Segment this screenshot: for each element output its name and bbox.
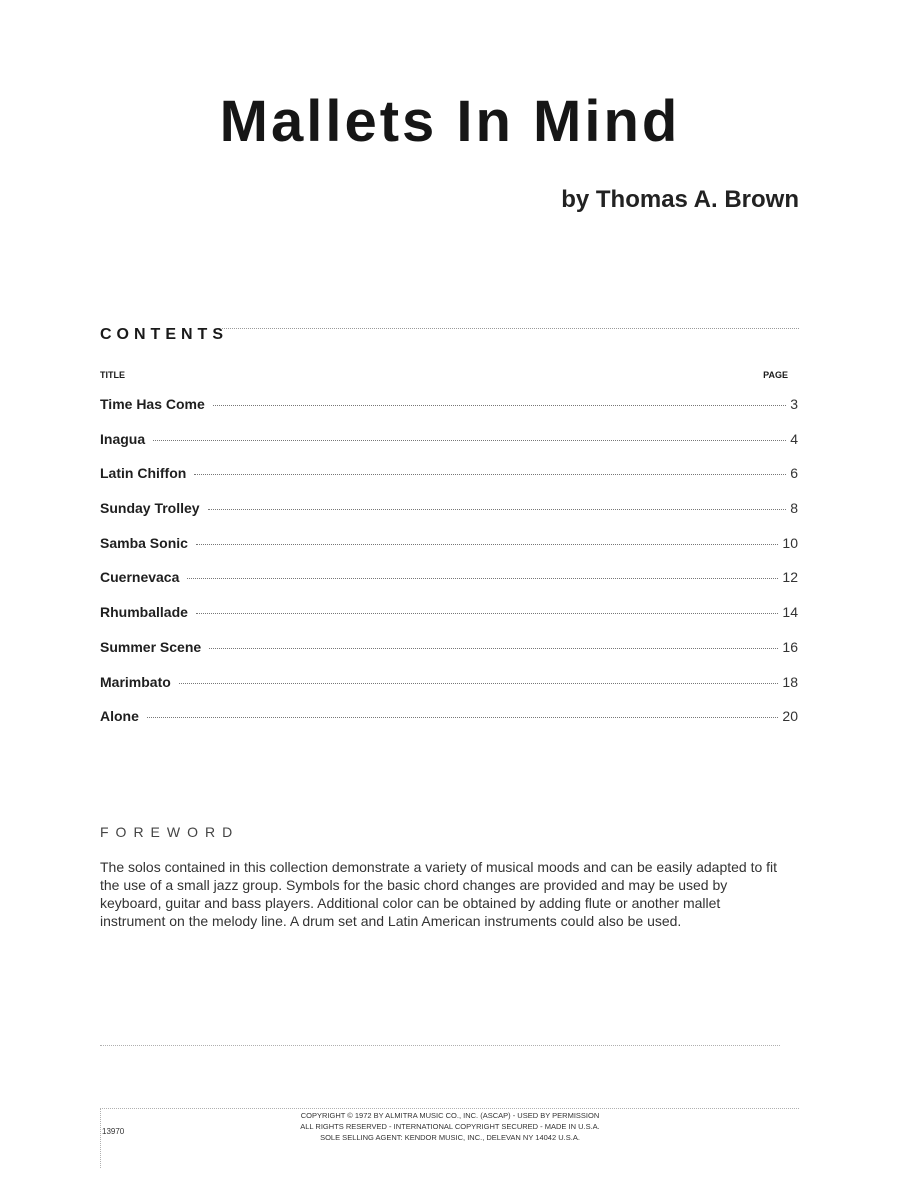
toc-entry-title: Latin Chiffon	[100, 465, 187, 482]
toc-leader-dots	[187, 578, 778, 579]
toc-entry-title: Time Has Come	[100, 396, 205, 412]
toc-entry-page: 3	[790, 396, 798, 412]
toc-entry	[100, 569, 798, 604]
footer-side-rule	[100, 1108, 101, 1168]
foreword-text: The solos contained in this collection demonstrate a variety of musical moods and can be easily adapted to fit the use of a small jazz group. Symbols for the basic chord changes are provided and may be used by keyboard, guitar and bass players. Additional color can be obtained by adding flute or another mallet instrument on the melody line. A drum set and Latin American instruments could also be used.	[100, 859, 778, 929]
contents-heading: CONTENTS	[100, 326, 228, 343]
toc-column-title: TITLE	[100, 370, 125, 380]
catalog-number: 13970	[102, 1127, 125, 1136]
footer-top-rule	[100, 1108, 799, 1109]
toc-entry-page: 14	[782, 604, 798, 621]
toc-leader-dots	[147, 717, 779, 718]
toc-entry	[100, 639, 798, 674]
toc-entry-page: 6	[790, 465, 798, 482]
table-of-contents	[100, 396, 798, 743]
toc-entry-page: 10	[782, 534, 798, 551]
copyright-line: SOLE SELLING AGENT: KENDOR MUSIC, INC., DELEVAN NY 14042 U.S.A.	[320, 1133, 580, 1142]
toc-leader-dots	[196, 613, 779, 614]
toc-entry	[100, 604, 798, 639]
toc-entry-title: Alone	[100, 708, 139, 725]
toc-leader-dots	[194, 474, 786, 475]
toc-entry-title: Rhumballade	[100, 604, 188, 621]
toc-column-page: PAGE	[763, 370, 788, 380]
toc-entry-page: 4	[790, 430, 798, 447]
toc-leader-dots	[209, 648, 778, 649]
toc-entry	[100, 500, 798, 535]
toc-leader-dots	[208, 509, 787, 510]
toc-entry-page: 20	[782, 708, 798, 725]
toc-entry-title: Summer Scene	[100, 638, 202, 655]
toc-entry-title: Cuernevaca	[100, 569, 180, 586]
toc-entry-page: 12	[782, 569, 798, 586]
toc-entry	[100, 396, 798, 431]
toc-entry	[100, 535, 798, 570]
toc-leader-dots	[196, 544, 779, 545]
toc-entry-page: 18	[782, 673, 798, 690]
toc-entry-title: Marimbato	[100, 673, 171, 690]
toc-entry-page: 16	[782, 638, 798, 655]
toc-entry	[100, 674, 798, 709]
copyright-line: ALL RIGHTS RESERVED - INTERNATIONAL COPYRIGHT SECURED - MADE IN U.S.A.	[300, 1122, 600, 1131]
footer-divider	[100, 1045, 780, 1046]
toc-leader-dots	[213, 405, 786, 406]
toc-entry	[100, 708, 798, 743]
toc-entry-title: Sunday Trolley	[100, 500, 200, 517]
foreword-heading: FOREWORD	[100, 824, 240, 840]
copyright-line: COPYRIGHT © 1972 BY ALMITRA MUSIC CO., INC. (ASCAP) - USED BY PERMISSION	[300, 1111, 600, 1120]
toc-entry-page: 8	[790, 500, 798, 517]
toc-entry-title: Samba Sonic	[100, 534, 188, 551]
toc-entry	[100, 465, 798, 500]
toc-leader-dots	[179, 683, 779, 684]
copyright-notice	[200, 1110, 700, 1143]
contents-divider	[220, 328, 799, 329]
toc-entry-title: Inagua	[100, 430, 146, 447]
author-line: by Thomas A. Brown	[561, 186, 799, 213]
page-title: Mallets In Mind	[219, 89, 681, 154]
toc-entry	[100, 431, 798, 466]
toc-leader-dots	[153, 440, 786, 441]
